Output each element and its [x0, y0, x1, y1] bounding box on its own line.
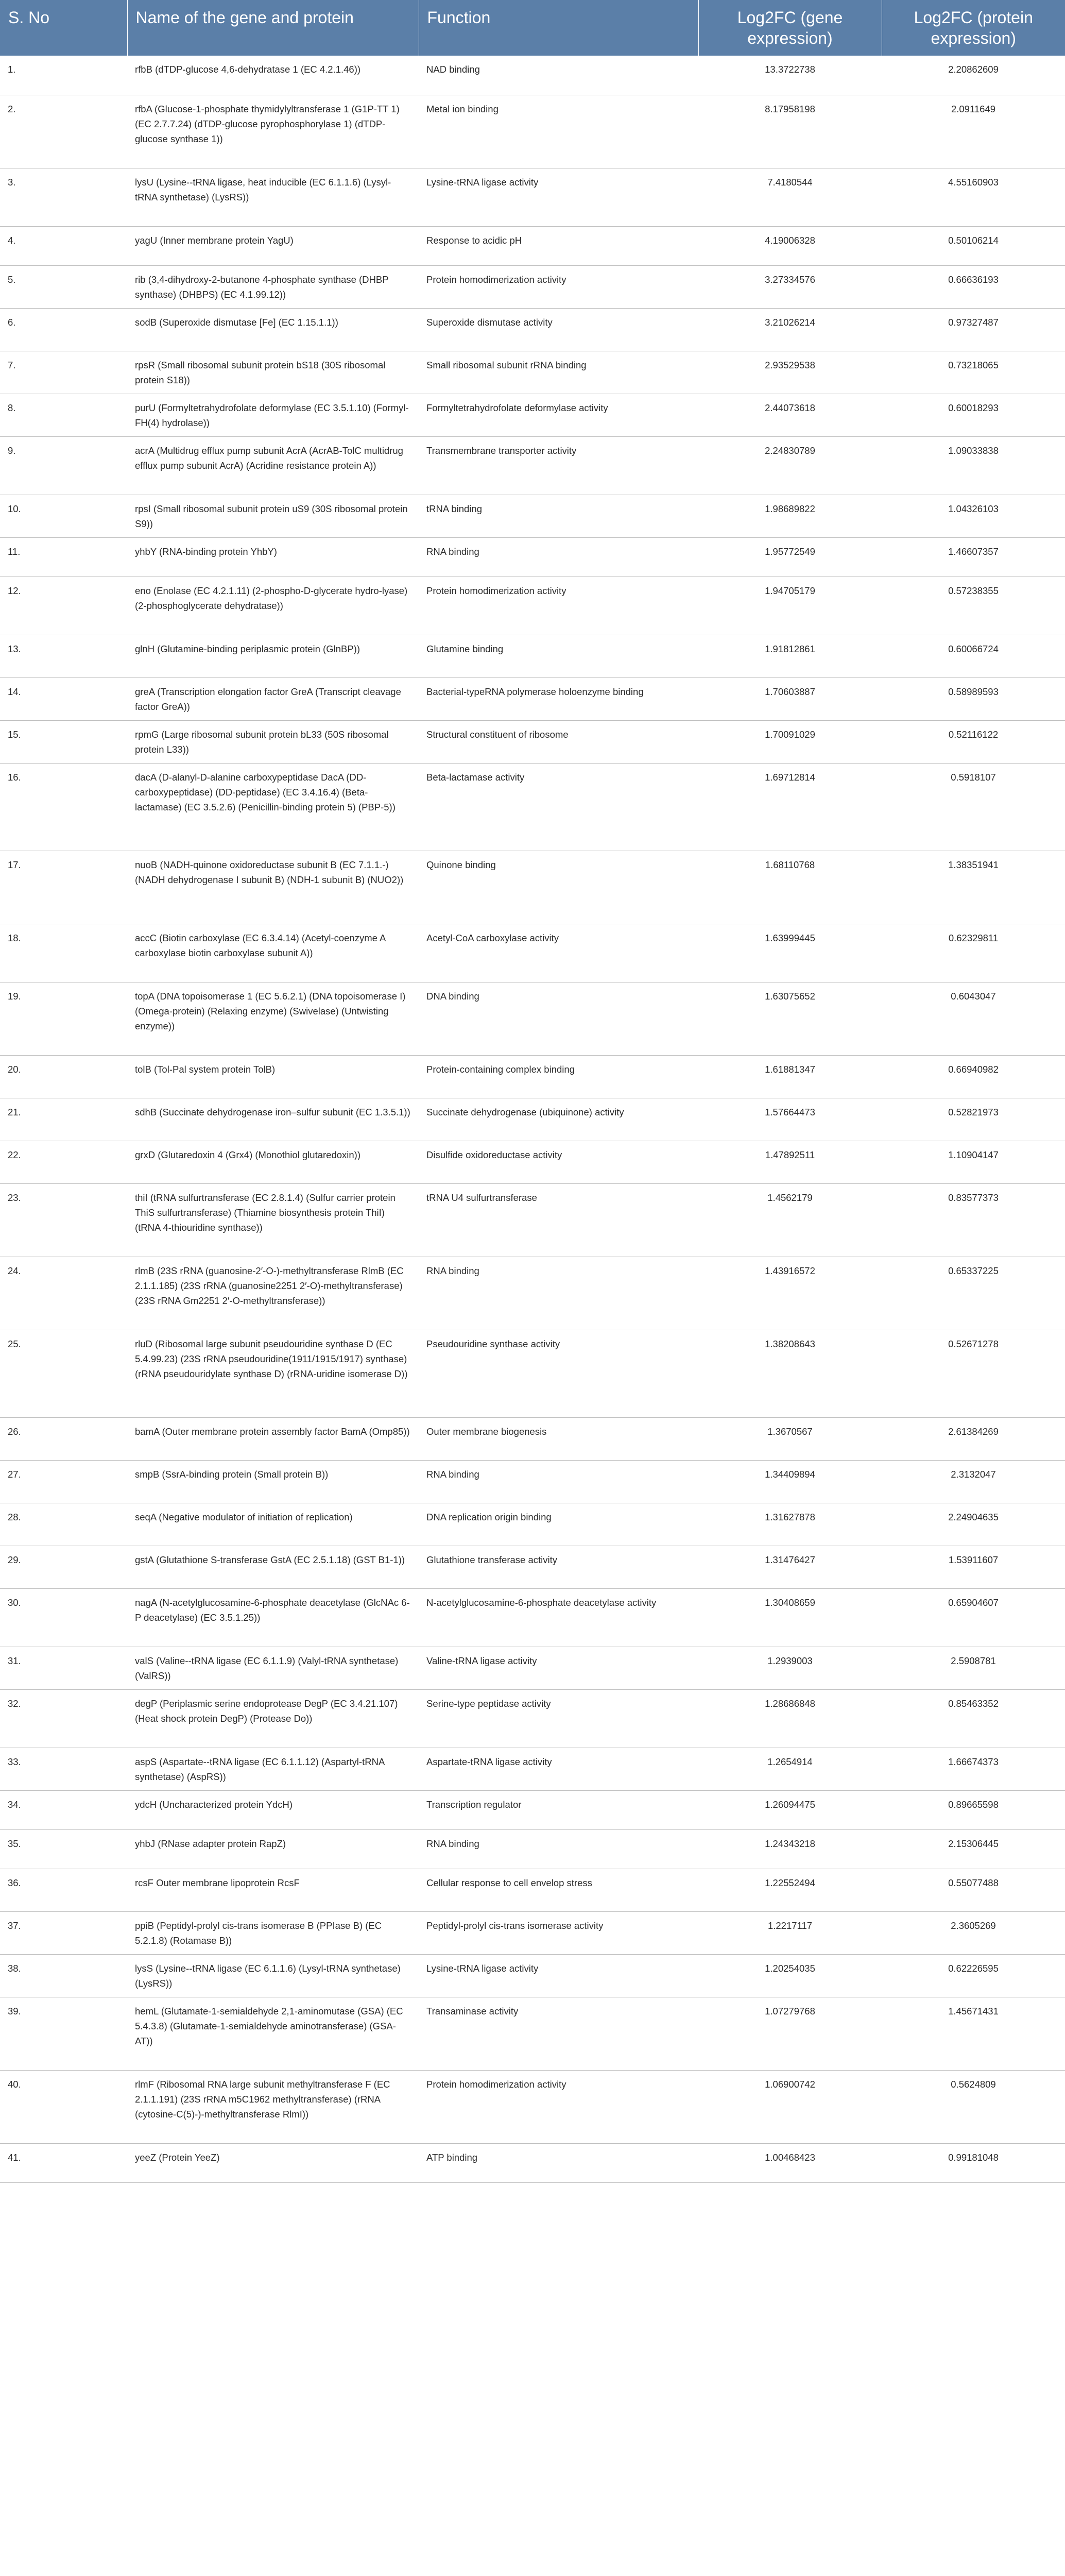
cell-log2fc-gene: 1.2654914 — [698, 1748, 882, 1790]
cell-function: Valine-tRNA ligase activity — [419, 1647, 698, 1689]
cell-log2fc-protein: 4.55160903 — [882, 168, 1065, 226]
table-row — [0, 1911, 1065, 1954]
table-row — [0, 56, 1065, 95]
cell-name: sodB (Superoxide dismutase [Fe] (EC 1.15.1.1)) — [127, 308, 419, 351]
header-row — [0, 0, 1065, 56]
cell-log2fc-gene: 8.17958198 — [698, 95, 882, 168]
cell-log2fc-protein: 0.66636193 — [882, 265, 1065, 308]
table-row — [0, 1588, 1065, 1647]
cell-name: dacA (D-alanyl-D-alanine carboxypeptidase DacA (DD-carboxypeptidase) (DD-peptidase) (EC 3.4.16.4) (Beta-lactamase) (EC 3.5.2.6) (Penicillin-binding protein 5) (PBP-5)) — [127, 763, 419, 851]
cell-log2fc-gene: 1.68110768 — [698, 851, 882, 924]
cell-function: NAD binding — [419, 56, 698, 95]
cell-name: rib (3,4-dihydroxy-2-butanone 4-phosphate synthase (DHBP synthase) (DHBPS) (EC 4.1.99.12)) — [127, 265, 419, 308]
cell-function: Glutathione transferase activity — [419, 1546, 698, 1588]
cell-sno: 38. — [0, 1954, 127, 1997]
cell-log2fc-gene: 1.20254035 — [698, 1954, 882, 1997]
cell-name: greA (Transcription elongation factor GreA (Transcript cleavage factor GreA)) — [127, 677, 419, 720]
cell-log2fc-gene: 1.2939003 — [698, 1647, 882, 1689]
table-row — [0, 351, 1065, 394]
cell-log2fc-gene: 2.24830789 — [698, 436, 882, 495]
cell-log2fc-gene: 3.27334576 — [698, 265, 882, 308]
cell-name: nagA (N-acetylglucosamine-6-phosphate deacetylase (GlcNAc 6-P deacetylase) (EC 3.5.1.25)) — [127, 1588, 419, 1647]
table-row — [0, 1141, 1065, 1183]
cell-log2fc-protein: 0.62329811 — [882, 924, 1065, 982]
cell-name: lysU (Lysine--tRNA ligase, heat inducible (EC 6.1.1.6) (Lysyl-tRNA synthetase) (LysRS)) — [127, 168, 419, 226]
cell-log2fc-protein: 2.61384269 — [882, 1417, 1065, 1460]
cell-log2fc-protein: 0.5918107 — [882, 763, 1065, 851]
cell-function: ATP binding — [419, 2143, 698, 2182]
cell-name: smpB (SsrA-binding protein (Small protein B)) — [127, 1460, 419, 1503]
cell-name: rcsF Outer membrane lipoprotein RcsF — [127, 1869, 419, 1911]
cell-sno: 35. — [0, 1829, 127, 1869]
cell-sno: 4. — [0, 226, 127, 265]
cell-log2fc-protein: 2.3132047 — [882, 1460, 1065, 1503]
table-row — [0, 95, 1065, 168]
cell-sno: 8. — [0, 394, 127, 436]
table-header — [0, 0, 1065, 56]
cell-log2fc-gene: 1.61881347 — [698, 1055, 882, 1098]
cell-log2fc-gene: 4.19006328 — [698, 226, 882, 265]
cell-log2fc-protein: 0.60066724 — [882, 635, 1065, 677]
cell-log2fc-protein: 0.99181048 — [882, 2143, 1065, 2182]
cell-log2fc-protein: 0.83577373 — [882, 1183, 1065, 1257]
cell-sno: 26. — [0, 1417, 127, 1460]
table-row — [0, 924, 1065, 982]
table-row — [0, 168, 1065, 226]
cell-function: Bacterial-typeRNA polymerase holoenzyme binding — [419, 677, 698, 720]
table-row — [0, 1546, 1065, 1588]
cell-function: Glutamine binding — [419, 635, 698, 677]
cell-name: yhbJ (RNase adapter protein RapZ) — [127, 1829, 419, 1869]
cell-name: tolB (Tol-Pal system protein TolB) — [127, 1055, 419, 1098]
cell-log2fc-gene: 1.3670567 — [698, 1417, 882, 1460]
cell-log2fc-protein: 0.6043047 — [882, 982, 1065, 1055]
cell-function: Pseudouridine synthase activity — [419, 1330, 698, 1417]
cell-log2fc-protein: 1.53911607 — [882, 1546, 1065, 1588]
cell-log2fc-protein: 0.57238355 — [882, 577, 1065, 635]
cell-name: hemL (Glutamate-1-semialdehyde 2,1-aminomutase (GSA) (EC 5.4.3.8) (Glutamate-1-semialdehyde aminotransferase) (GSA-AT)) — [127, 1997, 419, 2070]
cell-function: Protein-containing complex binding — [419, 1055, 698, 1098]
cell-log2fc-gene: 1.2217117 — [698, 1911, 882, 1954]
cell-function: RNA binding — [419, 1829, 698, 1869]
cell-name: bamA (Outer membrane protein assembly factor BamA (Omp85)) — [127, 1417, 419, 1460]
table-row — [0, 1460, 1065, 1503]
cell-log2fc-protein: 2.20862609 — [882, 56, 1065, 95]
cell-function: Protein homodimerization activity — [419, 265, 698, 308]
cell-function: Outer membrane biogenesis — [419, 1417, 698, 1460]
cell-sno: 12. — [0, 577, 127, 635]
cell-log2fc-gene: 1.4562179 — [698, 1183, 882, 1257]
cell-function: DNA replication origin binding — [419, 1503, 698, 1546]
cell-log2fc-gene: 1.95772549 — [698, 537, 882, 577]
cell-function: Acetyl-CoA carboxylase activity — [419, 924, 698, 982]
cell-name: rpsR (Small ribosomal subunit protein bS18 (30S ribosomal protein S18)) — [127, 351, 419, 394]
cell-log2fc-gene: 1.31476427 — [698, 1546, 882, 1588]
table-row — [0, 2143, 1065, 2182]
cell-function: Cellular response to cell envelop stress — [419, 1869, 698, 1911]
cell-name: lysS (Lysine--tRNA ligase (EC 6.1.1.6) (Lysyl-tRNA synthetase) (LysRS)) — [127, 1954, 419, 1997]
cell-function: DNA binding — [419, 982, 698, 1055]
cell-sno: 3. — [0, 168, 127, 226]
cell-sno: 15. — [0, 720, 127, 763]
cell-name: glnH (Glutamine-binding periplasmic protein (GlnBP)) — [127, 635, 419, 677]
cell-sno: 36. — [0, 1869, 127, 1911]
cell-sno: 2. — [0, 95, 127, 168]
cell-log2fc-protein: 0.52821973 — [882, 1098, 1065, 1141]
cell-name: thiI (tRNA sulfurtransferase (EC 2.8.1.4) (Sulfur carrier protein ThiS sulfurtransferase) (Thiamine biosynthesis protein ThiI) (tRNA 4-thiouridine synthase)) — [127, 1183, 419, 1257]
cell-log2fc-gene: 7.4180544 — [698, 168, 882, 226]
cell-name: yhbY (RNA-binding protein YhbY) — [127, 537, 419, 577]
cell-name: rpmG (Large ribosomal subunit protein bL33 (50S ribosomal protein L33)) — [127, 720, 419, 763]
cell-function: RNA binding — [419, 1460, 698, 1503]
table-row — [0, 1869, 1065, 1911]
cell-function: Transaminase activity — [419, 1997, 698, 2070]
cell-log2fc-gene: 2.93529538 — [698, 351, 882, 394]
cell-log2fc-protein: 1.45671431 — [882, 1997, 1065, 2070]
cell-sno: 16. — [0, 763, 127, 851]
cell-log2fc-gene: 1.94705179 — [698, 577, 882, 635]
table-row — [0, 1098, 1065, 1141]
table-row — [0, 1417, 1065, 1460]
cell-function: Protein homodimerization activity — [419, 577, 698, 635]
cell-log2fc-gene: 1.31627878 — [698, 1503, 882, 1546]
cell-sno: 19. — [0, 982, 127, 1055]
cell-sno: 33. — [0, 1748, 127, 1790]
cell-function: Succinate dehydrogenase (ubiquinone) activity — [419, 1098, 698, 1141]
cell-log2fc-protein: 1.04326103 — [882, 495, 1065, 537]
cell-function: Peptidyl-prolyl cis-trans isomerase activity — [419, 1911, 698, 1954]
cell-function: Transcription regulator — [419, 1790, 698, 1829]
cell-function: Transmembrane transporter activity — [419, 436, 698, 495]
cell-sno: 7. — [0, 351, 127, 394]
cell-function: Protein homodimerization activity — [419, 2070, 698, 2143]
cell-log2fc-protein: 1.46607357 — [882, 537, 1065, 577]
table-row — [0, 2070, 1065, 2143]
cell-log2fc-gene: 1.47892511 — [698, 1141, 882, 1183]
cell-log2fc-gene: 1.38208643 — [698, 1330, 882, 1417]
cell-name: sdhB (Succinate dehydrogenase iron–sulfur subunit (EC 1.3.5.1)) — [127, 1098, 419, 1141]
table-row — [0, 1997, 1065, 2070]
cell-log2fc-gene: 1.28686848 — [698, 1689, 882, 1748]
cell-log2fc-protein: 0.62226595 — [882, 1954, 1065, 1997]
table-row — [0, 226, 1065, 265]
cell-log2fc-protein: 2.24904635 — [882, 1503, 1065, 1546]
cell-sno: 40. — [0, 2070, 127, 2143]
table-body — [0, 56, 1065, 2182]
cell-name: purU (Formyltetrahydrofolate deformylase (EC 3.5.1.10) (Formyl-FH(4) hydrolase)) — [127, 394, 419, 436]
cell-sno: 39. — [0, 1997, 127, 2070]
table-row — [0, 851, 1065, 924]
cell-log2fc-protein: 0.85463352 — [882, 1689, 1065, 1748]
header-log2fc-protein: Log2FC (protein expression) — [882, 0, 1065, 56]
table-row — [0, 1790, 1065, 1829]
cell-name: rfbB (dTDP-glucose 4,6-dehydratase 1 (EC 4.2.1.46)) — [127, 56, 419, 95]
cell-log2fc-gene: 1.98689822 — [698, 495, 882, 537]
cell-name: yagU (Inner membrane protein YagU) — [127, 226, 419, 265]
cell-log2fc-protein: 1.09033838 — [882, 436, 1065, 495]
table-row — [0, 1954, 1065, 1997]
cell-sno: 5. — [0, 265, 127, 308]
cell-log2fc-gene: 1.07279768 — [698, 1997, 882, 2070]
cell-log2fc-gene: 1.70091029 — [698, 720, 882, 763]
table-row — [0, 1257, 1065, 1330]
cell-function: RNA binding — [419, 1257, 698, 1330]
cell-log2fc-protein: 0.65904607 — [882, 1588, 1065, 1647]
cell-sno: 6. — [0, 308, 127, 351]
table-row — [0, 1330, 1065, 1417]
cell-sno: 21. — [0, 1098, 127, 1141]
cell-sno: 1. — [0, 56, 127, 95]
table-row — [0, 1829, 1065, 1869]
cell-log2fc-protein: 1.66674373 — [882, 1748, 1065, 1790]
cell-log2fc-protein: 1.38351941 — [882, 851, 1065, 924]
cell-sno: 13. — [0, 635, 127, 677]
cell-name: ydcH (Uncharacterized protein YdcH) — [127, 1790, 419, 1829]
cell-function: Response to acidic pH — [419, 226, 698, 265]
cell-name: rfbA (Glucose-1-phosphate thymidylyltransferase 1 (G1P-TT 1) (EC 2.7.7.24) (dTDP-glucose pyrophosphorylase 1) (dTDP-glucose synthase 1)) — [127, 95, 419, 168]
cell-log2fc-protein: 0.52671278 — [882, 1330, 1065, 1417]
cell-sno: 18. — [0, 924, 127, 982]
cell-log2fc-gene: 1.26094475 — [698, 1790, 882, 1829]
cell-sno: 29. — [0, 1546, 127, 1588]
table-row — [0, 265, 1065, 308]
header-function: Function — [419, 0, 698, 56]
cell-sno: 22. — [0, 1141, 127, 1183]
cell-sno: 25. — [0, 1330, 127, 1417]
cell-sno: 28. — [0, 1503, 127, 1546]
cell-log2fc-gene: 1.34409894 — [698, 1460, 882, 1503]
table-row — [0, 1689, 1065, 1748]
cell-sno: 20. — [0, 1055, 127, 1098]
cell-name: rlmB (23S rRNA (guanosine-2′-O-)-methyltransferase RlmB (EC 2.1.1.185) (23S rRNA (guanosine2251 2′-O)-methyltransferase) (23S rRNA Gm2251 2′-O-methyltransferase)) — [127, 1257, 419, 1330]
cell-log2fc-protein: 0.89665598 — [882, 1790, 1065, 1829]
cell-sno: 24. — [0, 1257, 127, 1330]
cell-log2fc-protein: 2.3605269 — [882, 1911, 1065, 1954]
cell-log2fc-gene: 1.24343218 — [698, 1829, 882, 1869]
cell-name: grxD (Glutaredoxin 4 (Grx4) (Monothiol glutaredoxin)) — [127, 1141, 419, 1183]
cell-sno: 23. — [0, 1183, 127, 1257]
cell-log2fc-protein: 0.55077488 — [882, 1869, 1065, 1911]
table-row — [0, 1055, 1065, 1098]
table-row — [0, 1503, 1065, 1546]
cell-name: rpsI (Small ribosomal subunit protein uS9 (30S ribosomal protein S9)) — [127, 495, 419, 537]
cell-log2fc-gene: 1.91812861 — [698, 635, 882, 677]
cell-log2fc-gene: 1.69712814 — [698, 763, 882, 851]
cell-name: eno (Enolase (EC 4.2.1.11) (2-phospho-D-glycerate hydro-lyase) (2-phosphoglycerate dehydratase)) — [127, 577, 419, 635]
cell-log2fc-protein: 2.5908781 — [882, 1647, 1065, 1689]
cell-name: ppiB (Peptidyl-prolyl cis-trans isomerase B (PPIase B) (EC 5.2.1.8) (Rotamase B)) — [127, 1911, 419, 1954]
table-row — [0, 495, 1065, 537]
cell-function: Aspartate-tRNA ligase activity — [419, 1748, 698, 1790]
table-row — [0, 720, 1065, 763]
cell-sno: 27. — [0, 1460, 127, 1503]
cell-function: Structural constituent of ribosome — [419, 720, 698, 763]
cell-name: aspS (Aspartate--tRNA ligase (EC 6.1.1.12) (Aspartyl-tRNA synthetase) (AspRS)) — [127, 1748, 419, 1790]
cell-function: tRNA binding — [419, 495, 698, 537]
cell-name: accC (Biotin carboxylase (EC 6.3.4.14) (Acetyl-coenzyme A carboxylase biotin carboxylase subunit A)) — [127, 924, 419, 982]
cell-log2fc-protein: 0.60018293 — [882, 394, 1065, 436]
cell-sno: 30. — [0, 1588, 127, 1647]
table-row — [0, 1183, 1065, 1257]
cell-log2fc-gene: 1.57664473 — [698, 1098, 882, 1141]
table-row — [0, 635, 1065, 677]
table-row — [0, 677, 1065, 720]
cell-log2fc-gene: 2.44073618 — [698, 394, 882, 436]
table-row — [0, 1647, 1065, 1689]
cell-log2fc-gene: 1.30408659 — [698, 1588, 882, 1647]
cell-name: degP (Periplasmic serine endoprotease DegP (EC 3.4.21.107) (Heat shock protein DegP) (Protease Do)) — [127, 1689, 419, 1748]
header-sno: S. No — [0, 0, 127, 56]
cell-sno: 11. — [0, 537, 127, 577]
table-row — [0, 436, 1065, 495]
cell-log2fc-protein: 2.15306445 — [882, 1829, 1065, 1869]
cell-log2fc-protein: 0.73218065 — [882, 351, 1065, 394]
header-log2fc-gene: Log2FC (gene expression) — [698, 0, 882, 56]
cell-sno: 41. — [0, 2143, 127, 2182]
table-row — [0, 577, 1065, 635]
cell-name: valS (Valine--tRNA ligase (EC 6.1.1.9) (Valyl-tRNA synthetase) (ValRS)) — [127, 1647, 419, 1689]
cell-function: Beta-lactamase activity — [419, 763, 698, 851]
table-row — [0, 308, 1065, 351]
cell-name: yeeZ (Protein YeeZ) — [127, 2143, 419, 2182]
cell-function: Superoxide dismutase activity — [419, 308, 698, 351]
cell-name: gstA (Glutathione S-transferase GstA (EC 2.5.1.18) (GST B1-1)) — [127, 1546, 419, 1588]
cell-function: Disulfide oxidoreductase activity — [419, 1141, 698, 1183]
table-row — [0, 982, 1065, 1055]
cell-sno: 34. — [0, 1790, 127, 1829]
cell-log2fc-gene: 1.43916572 — [698, 1257, 882, 1330]
cell-log2fc-gene: 3.21026214 — [698, 308, 882, 351]
cell-sno: 37. — [0, 1911, 127, 1954]
cell-log2fc-gene: 1.63075652 — [698, 982, 882, 1055]
cell-function: Metal ion binding — [419, 95, 698, 168]
cell-name: rlmF (Ribosomal RNA large subunit methyltransferase F (EC 2.1.1.191) (23S rRNA m5C1962 methyltransferase) (rRNA (cytosine-C(5)-)-methyltransferase RlmI)) — [127, 2070, 419, 2143]
cell-function: Lysine-tRNA ligase activity — [419, 1954, 698, 1997]
cell-log2fc-protein: 0.52116122 — [882, 720, 1065, 763]
cell-function: Lysine-tRNA ligase activity — [419, 168, 698, 226]
cell-name: acrA (Multidrug efflux pump subunit AcrA (AcrAB-TolC multidrug efflux pump subunit AcrA) (Acridine resistance protein A)) — [127, 436, 419, 495]
cell-log2fc-protein: 0.66940982 — [882, 1055, 1065, 1098]
cell-sno: 32. — [0, 1689, 127, 1748]
cell-log2fc-gene: 1.70603887 — [698, 677, 882, 720]
cell-name: rluD (Ribosomal large subunit pseudouridine synthase D (EC 5.4.99.23) (23S rRNA pseudouridine(1911/1915/1917) synthase) (rRNA pseudouridylate synthase D) (rRNA-uridine isomerase D)) — [127, 1330, 419, 1417]
table-row — [0, 394, 1065, 436]
table-row — [0, 537, 1065, 577]
header-name: Name of the gene and protein — [127, 0, 419, 56]
cell-name: topA (DNA topoisomerase 1 (EC 5.6.2.1) (DNA topoisomerase I) (Omega-protein) (Relaxing enzyme) (Swivelase) (Untwisting enzyme)) — [127, 982, 419, 1055]
table-row — [0, 1748, 1065, 1790]
cell-name: seqA (Negative modulator of initiation of replication) — [127, 1503, 419, 1546]
cell-log2fc-protein: 0.58989593 — [882, 677, 1065, 720]
cell-function: Quinone binding — [419, 851, 698, 924]
cell-function: RNA binding — [419, 537, 698, 577]
table-row — [0, 763, 1065, 851]
cell-log2fc-gene: 1.00468423 — [698, 2143, 882, 2182]
cell-sno: 14. — [0, 677, 127, 720]
cell-log2fc-protein: 0.5624809 — [882, 2070, 1065, 2143]
cell-log2fc-protein: 0.97327487 — [882, 308, 1065, 351]
cell-sno: 17. — [0, 851, 127, 924]
cell-log2fc-protein: 2.0911649 — [882, 95, 1065, 168]
cell-sno: 10. — [0, 495, 127, 537]
cell-function: Formyltetrahydrofolate deformylase activity — [419, 394, 698, 436]
cell-log2fc-gene: 1.06900742 — [698, 2070, 882, 2143]
cell-log2fc-protein: 0.50106214 — [882, 226, 1065, 265]
cell-function: tRNA U4 sulfurtransferase — [419, 1183, 698, 1257]
cell-log2fc-protein: 1.10904147 — [882, 1141, 1065, 1183]
cell-function: N-acetylglucosamine-6-phosphate deacetylase activity — [419, 1588, 698, 1647]
cell-log2fc-protein: 0.65337225 — [882, 1257, 1065, 1330]
cell-log2fc-gene: 13.3722738 — [698, 56, 882, 95]
cell-log2fc-gene: 1.22552494 — [698, 1869, 882, 1911]
cell-function: Serine-type peptidase activity — [419, 1689, 698, 1748]
cell-log2fc-gene: 1.63999445 — [698, 924, 882, 982]
cell-sno: 9. — [0, 436, 127, 495]
cell-name: nuoB (NADH-quinone oxidoreductase subunit B (EC 7.1.1.-) (NADH dehydrogenase I subunit B) (NDH-1 subunit B) (NUO2)) — [127, 851, 419, 924]
cell-function: Small ribosomal subunit rRNA binding — [419, 351, 698, 394]
cell-sno: 31. — [0, 1647, 127, 1689]
